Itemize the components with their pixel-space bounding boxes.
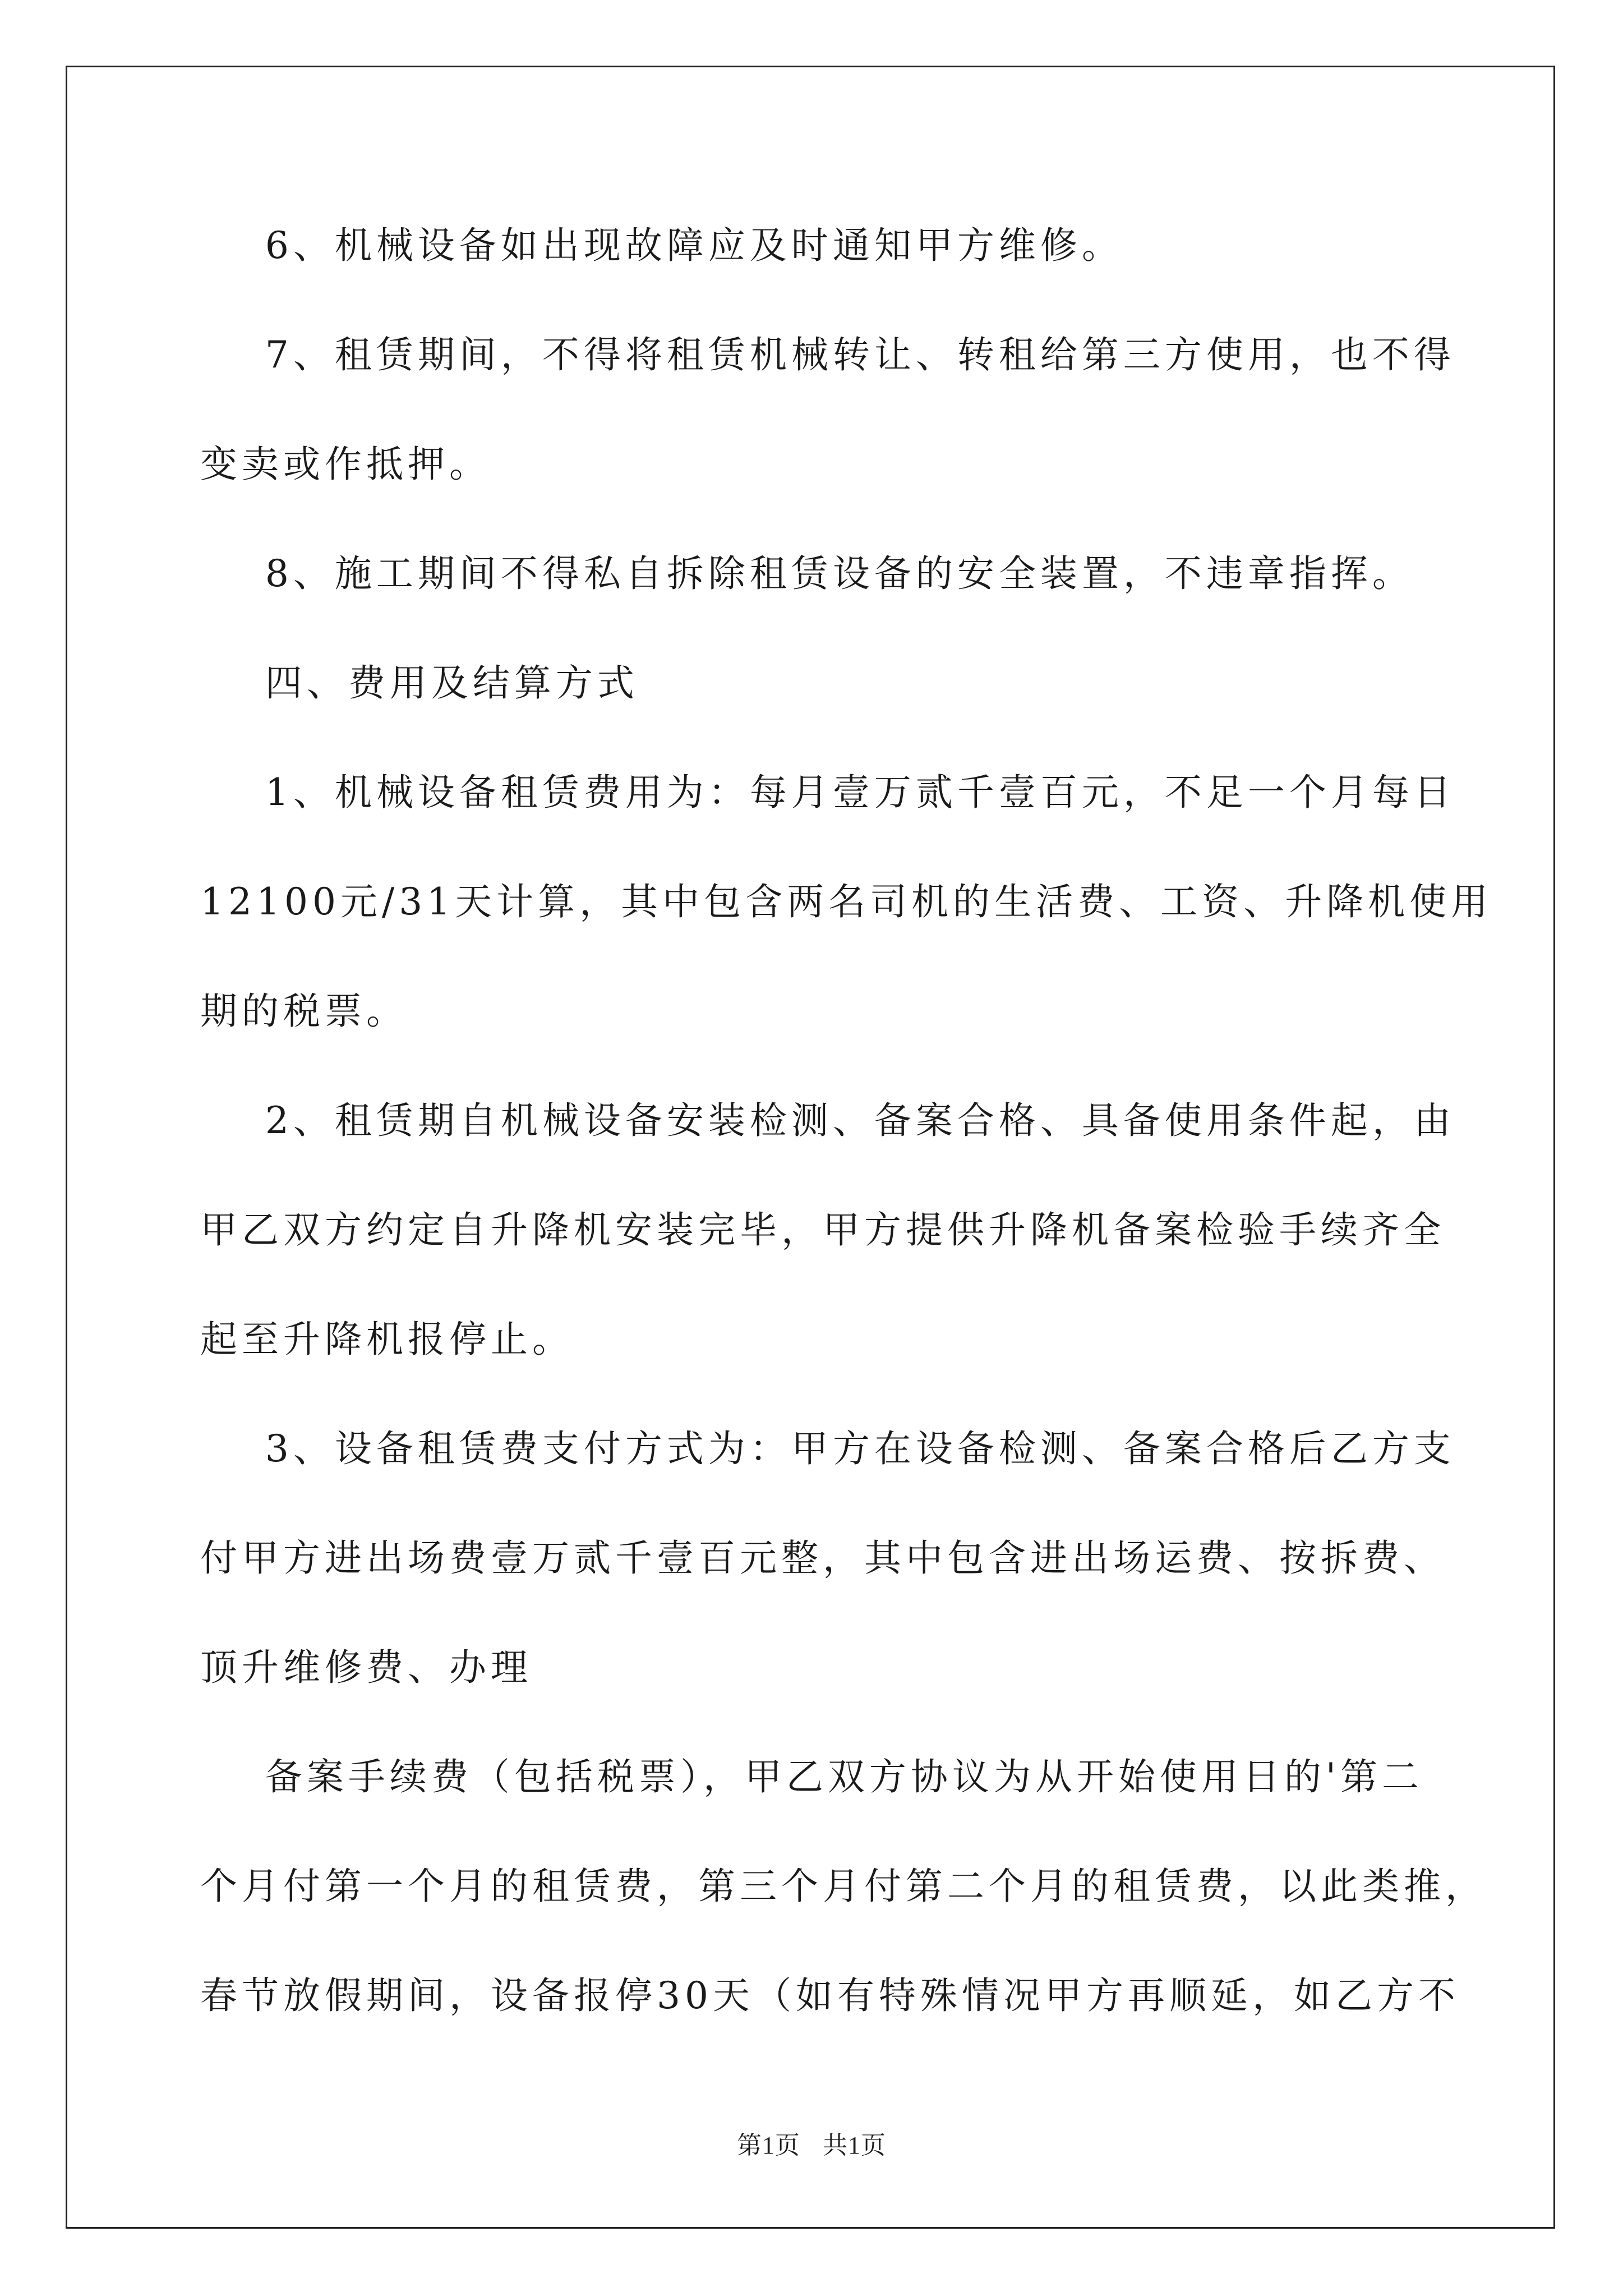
paragraph-line: 7、租赁期间，不得将租赁机械转让、转租给第三方使用，也不得	[200, 333, 1455, 376]
paragraph-line: 6、机械设备如出现故障应及时通知甲方维修。	[200, 224, 1123, 267]
section-heading: 四、费用及结算方式	[200, 661, 639, 705]
paragraph-line: 3、设备租赁费支付方式为：甲方在设备检测、备案合格后乙方支	[200, 1427, 1455, 1470]
paragraph-line: 春节放假期间，设备报停30天（如有特殊情况甲方再顺延，如乙方不	[200, 1974, 1460, 2017]
paragraph-line: 8、施工期间不得私自拆除租赁设备的安全装置，不违章指挥。	[200, 552, 1414, 595]
paragraph-line: 付甲方进出场费壹万贰千壹百元整，其中包含进出场运费、按拆费、	[200, 1536, 1445, 1580]
paragraph-line: 起至升降机报停止。	[200, 1318, 574, 1361]
paragraph-line: 个月付第一个月的租赁费，第三个月付第二个月的租赁费，以此类推，	[200, 1865, 1487, 1908]
page-footer	[0, 2125, 1623, 2161]
paragraph-line: 顶升维修费、办理	[200, 1646, 532, 1689]
page-number: 第1页	[737, 2132, 800, 2159]
paragraph-line: 1、机械设备租赁费用为：每月壹万贰千壹百元，不足一个月每日	[200, 771, 1455, 814]
paragraph-line: 2、租赁期自机械设备安装检测、备案合格、具备使用条件起，由	[200, 1099, 1455, 1142]
paragraph-line: 期的税票。	[200, 990, 408, 1033]
paragraph-line: 甲乙双方约定自升降机安装完毕，甲方提供升降机备案检验手续齐全	[200, 1208, 1445, 1251]
page-total: 共1页	[823, 2132, 886, 2159]
paragraph-line: 备案手续费（包括税票），甲乙双方协议为从开始使用日的'第二	[200, 1755, 1424, 1798]
paragraph-line: 12100元/31天计算，其中包含两名司机的生活费、工资、升降机使用	[200, 880, 1493, 923]
paragraph-line: 变卖或作抵押。	[200, 443, 491, 486]
